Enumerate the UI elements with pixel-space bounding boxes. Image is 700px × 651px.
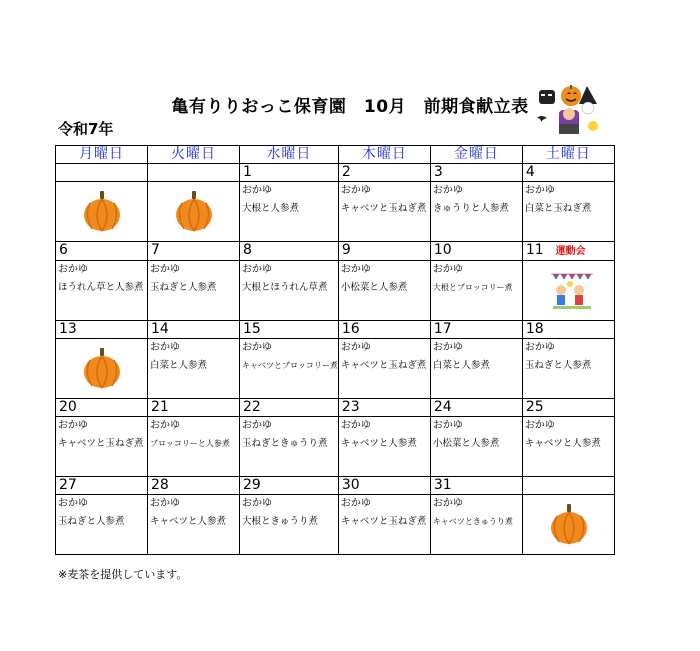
menu-cell (56, 417, 148, 477)
menu-item-dish: 大根とほうれん草煮 (242, 282, 328, 293)
day-number: 11 (525, 242, 544, 258)
day-number-cell (430, 477, 522, 495)
day-number: 23 (341, 399, 360, 415)
weekday-header: 水曜日 (240, 146, 339, 164)
menu-item-staple: おかゆ (58, 264, 88, 275)
menu-item-dish: キャベツと玉ねぎ煮 (340, 360, 427, 371)
sports-day-icon (549, 268, 595, 312)
menu-item-dish: キャベツと玉ねぎ煮 (340, 516, 427, 527)
menu-cell (148, 182, 240, 242)
day-number-cell (430, 321, 522, 339)
day-number: 18 (525, 321, 544, 337)
menu-item-dish: キャベツとブロッコリー煮 (242, 361, 338, 370)
menu-item-staple: おかゆ (432, 498, 463, 509)
menu-cell (148, 495, 240, 555)
pumpkin-icon (174, 189, 214, 233)
day-number: 17 (433, 321, 452, 337)
day-number-cell (522, 477, 614, 495)
menu-item-staple: おかゆ (524, 342, 555, 353)
menu-cell (56, 261, 148, 321)
day-number-cell (148, 321, 240, 339)
menu-cell (240, 495, 339, 555)
menu-item-dish: キャベツと人参煮 (340, 438, 417, 449)
menu-cell (430, 182, 522, 242)
day-number: 27 (59, 477, 77, 493)
day-number: 4 (525, 164, 535, 180)
menu-cell (522, 261, 614, 321)
menu-cell (240, 339, 339, 399)
menu-item-staple: おかゆ (432, 342, 463, 353)
menu-item-staple: おかゆ (432, 185, 463, 196)
menu-cell (56, 182, 148, 242)
menu-item-staple: おかゆ (432, 264, 463, 275)
day-number: 14 (151, 321, 169, 337)
day-number: 20 (59, 399, 77, 415)
menu-item-dish: 大根と人参煮 (242, 203, 300, 214)
menu-cell (522, 339, 614, 399)
menu-calendar (55, 145, 615, 555)
menu-item-staple: おかゆ (150, 498, 180, 509)
menu-item-staple: おかゆ (340, 185, 371, 196)
day-number-cell (240, 399, 339, 417)
day-number-cell (56, 477, 148, 495)
menu-item-dish: キャベツと人参煮 (150, 516, 227, 527)
menu-item-staple: おかゆ (432, 420, 463, 431)
menu-item-staple: おかゆ (340, 264, 371, 275)
menu-item-dish: 玉ねぎと人参煮 (58, 516, 125, 527)
day-number-cell (338, 477, 430, 495)
menu-item-staple: おかゆ (524, 420, 555, 431)
menu-item-dish: 玉ねぎと人参煮 (524, 360, 592, 371)
menu-cell (338, 182, 430, 242)
menu-item-staple: おかゆ (524, 185, 555, 196)
day-number-cell (338, 242, 430, 261)
menu-item-staple: おかゆ (242, 342, 272, 353)
day-number-cell (522, 164, 614, 182)
menu-item-staple: おかゆ (340, 342, 371, 353)
menu-item-staple: おかゆ (340, 498, 371, 509)
menu-item-dish: キャベツと人参煮 (524, 438, 601, 449)
day-number: 1 (243, 164, 252, 180)
menu-cell (430, 261, 522, 321)
day-number-cell (338, 164, 430, 182)
menu-item-dish: キャベツときゅうり煮 (432, 517, 513, 526)
day-number-cell (240, 242, 339, 261)
menu-cell (522, 495, 614, 555)
menu-item-dish: ほうれん草と人参煮 (58, 282, 144, 293)
menu-cell (522, 417, 614, 477)
menu-cell (338, 417, 430, 477)
day-number: 7 (151, 242, 160, 258)
day-number: 24 (433, 399, 452, 415)
day-number-cell (148, 399, 240, 417)
era-year: 令和7年 (58, 120, 114, 138)
menu-cell (338, 495, 430, 555)
menu-cell (56, 339, 148, 399)
event-label: 運動会 (555, 246, 586, 257)
menu-item-dish: 白菜と玉ねぎ煮 (524, 203, 592, 214)
menu-item-dish: 小松菜と人参煮 (432, 438, 500, 449)
menu-item-dish: キャベツと玉ねぎ煮 (58, 438, 144, 449)
pumpkin-icon (549, 502, 589, 546)
day-number-cell (522, 321, 614, 339)
menu-item-dish: キャベツと玉ねぎ煮 (340, 203, 427, 214)
menu-cell (148, 339, 240, 399)
footnote: ※麦茶を提供しています。 (58, 568, 188, 581)
menu-item-staple: おかゆ (150, 420, 180, 431)
day-number-cell (338, 321, 430, 339)
day-number-cell (338, 399, 430, 417)
menu-cell (430, 495, 522, 555)
pumpkin-icon (82, 189, 122, 233)
day-number-cell (240, 321, 339, 339)
day-number-cell (148, 164, 240, 182)
day-number-cell (56, 399, 148, 417)
menu-cell (56, 495, 148, 555)
menu-item-dish: 小松菜と人参煮 (340, 282, 408, 293)
menu-cell (148, 417, 240, 477)
menu-item-staple: おかゆ (150, 342, 180, 353)
weekday-header: 火曜日 (148, 146, 240, 164)
menu-cell (338, 339, 430, 399)
day-number-cell (430, 164, 522, 182)
menu-cell (240, 182, 339, 242)
day-number: 16 (341, 321, 360, 337)
menu-item-dish: 玉ねぎと人参煮 (150, 282, 217, 293)
menu-item-dish: 大根ときゅうり煮 (242, 516, 319, 527)
day-number: 13 (59, 321, 77, 337)
day-number: 30 (341, 477, 360, 493)
day-number: 25 (525, 399, 544, 415)
day-number: 6 (59, 242, 68, 258)
day-number: 3 (433, 164, 443, 180)
day-number: 22 (243, 399, 261, 415)
weekday-header: 金曜日 (430, 146, 522, 164)
menu-item-staple: おかゆ (242, 420, 272, 431)
menu-cell (430, 417, 522, 477)
day-number-cell (240, 164, 339, 182)
day-number-cell (148, 477, 240, 495)
day-number: 10 (433, 242, 452, 258)
day-number-cell (522, 242, 614, 261)
page-title: 亀有りりおっこ保育園 10月 前期食献立表 (171, 97, 529, 117)
day-number-cell (430, 242, 522, 261)
day-number: 31 (433, 477, 452, 493)
menu-item-staple: おかゆ (150, 264, 180, 275)
day-number-cell (240, 477, 339, 495)
day-number: 2 (341, 164, 351, 180)
pumpkin-icon (82, 346, 122, 390)
day-number-cell (56, 242, 148, 261)
day-number: 21 (151, 399, 169, 415)
day-number: 28 (151, 477, 169, 493)
menu-item-staple: おかゆ (340, 420, 371, 431)
day-number: 15 (243, 321, 261, 337)
menu-item-dish: 白菜と人参煮 (150, 360, 208, 371)
menu-item-dish: きゅうりと人参煮 (432, 203, 509, 214)
menu-item-staple: おかゆ (58, 420, 88, 431)
halloween-decoration-icon (535, 84, 605, 140)
day-number: 8 (243, 242, 252, 258)
menu-item-dish: ブロッコリーと人参煮 (150, 439, 230, 448)
day-number-cell (56, 321, 148, 339)
day-number-cell (56, 164, 148, 182)
day-number: 9 (341, 242, 351, 258)
menu-cell (522, 182, 614, 242)
weekday-header: 月曜日 (56, 146, 148, 164)
menu-cell (338, 261, 430, 321)
menu-cell (240, 261, 339, 321)
day-number-cell (148, 242, 240, 261)
menu-item-staple: おかゆ (242, 498, 272, 509)
menu-item-staple: おかゆ (242, 264, 272, 275)
menu-cell (430, 339, 522, 399)
menu-item-dish: 大根とブロッコリー煮 (432, 283, 513, 292)
weekday-header: 土曜日 (522, 146, 614, 164)
menu-item-staple: おかゆ (58, 498, 88, 509)
menu-item-dish: 玉ねぎときゅうり煮 (242, 438, 328, 449)
day-number: 29 (243, 477, 261, 493)
menu-item-dish: 白菜と人参煮 (432, 360, 490, 371)
menu-cell (148, 261, 240, 321)
day-number-cell (522, 399, 614, 417)
menu-cell (240, 417, 339, 477)
weekday-header: 木曜日 (338, 146, 430, 164)
menu-item-staple: おかゆ (242, 185, 272, 196)
day-number-cell (430, 399, 522, 417)
